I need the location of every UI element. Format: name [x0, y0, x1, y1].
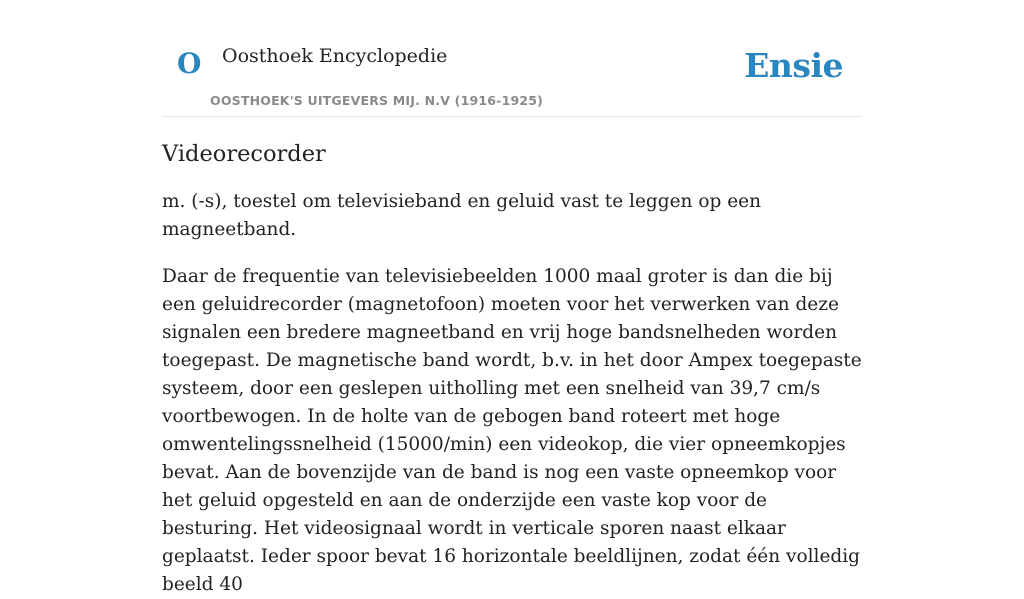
article	[162, 138, 867, 599]
brand-logo[interactable]: Ensie	[744, 46, 843, 85]
site-header	[162, 0, 862, 117]
article-body: Daar de frequentie van televisiebeelden 1000 maal groter is dan die bij een geluidrecorder (magnetofoon) moeten voor het verwerken van deze signalen een bredere magneetband en vrij hoge bandsnelheden worden toegepast. De magnetische band wordt, b.v. in het door Ampex toegepaste systeem, door een geslepen uitholling met een snelheid van 39,7 cm/s voortbewogen. In de holte van de gebogen band roteert met hoge omwentelingssnelheid (15000/min) een videokop, die vier opneemkopjes bevat. Aan de bovenzijde van de band is nog een vaste opneemkop voor het geluid opgesteld en aan de onderzijde een vaste kop voor de besturing. Het videosignaal wordt in verticale sporen naast elkaar geplaatst. Ieder spoor bevat 16 horizontale beeldlijnen, zodat één volledig beeld 40	[162, 266, 862, 595]
site-title[interactable]: Oosthoek Encyclopedie	[222, 45, 448, 67]
site-logo[interactable]: O	[177, 47, 202, 80]
article-title: Videorecorder	[162, 141, 326, 167]
site-subtitle: OOSTHOEK'S UITGEVERS MIJ. N.V (1916-1925)	[210, 93, 544, 108]
article-definition: m. (-s), toestel om televisieband en geluid vast te leggen op een magneetband.	[162, 191, 762, 240]
